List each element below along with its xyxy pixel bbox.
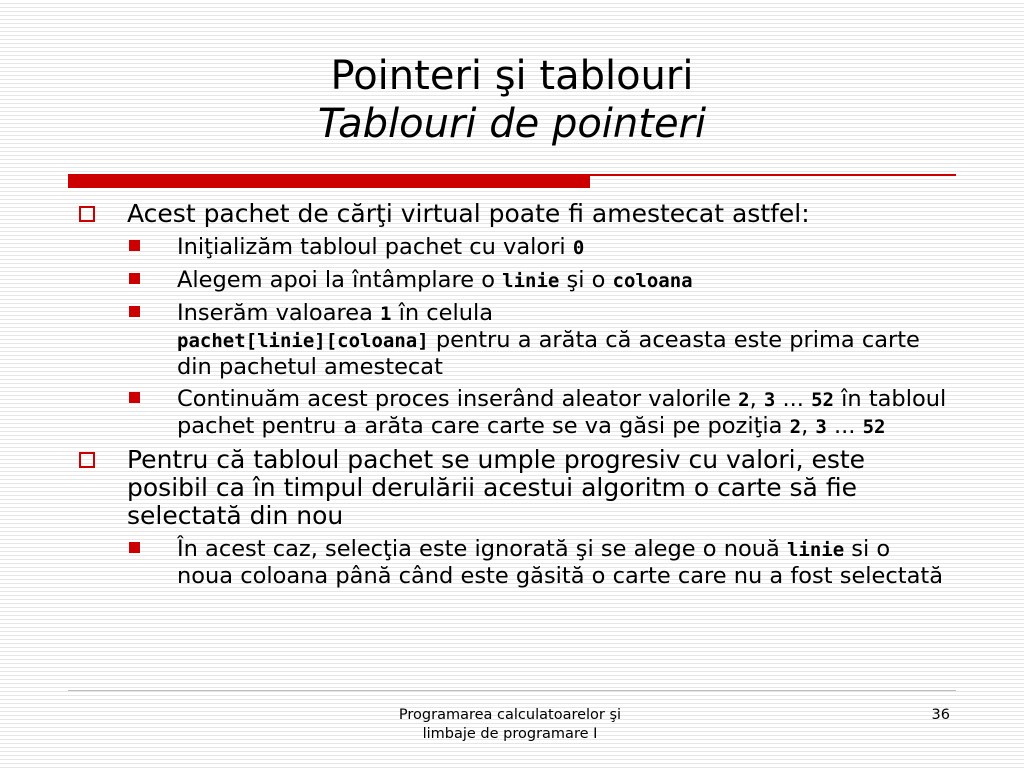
bullet-level2-1 (76, 234, 956, 261)
title-underline-thick (68, 174, 590, 188)
bullet-level2-4 (76, 386, 956, 440)
bullet-text: Continuăm acest proces inserând aleator valorile 2, 3 ... 52 în tabloul pachet pentru a arăta care carte se va găsi pe poziţia 2, 3 ... 52 (177, 386, 947, 439)
footer-line-2: limbaje de programare I (422, 726, 598, 742)
filled-square-bullet-icon (129, 240, 140, 251)
filled-square-bullet-icon (129, 306, 140, 317)
bullet-level2-2 (76, 267, 956, 294)
slide-content (76, 200, 956, 595)
filled-square-bullet-icon (129, 273, 140, 284)
slide-title (0, 52, 1024, 148)
bullet-text: Iniţializăm tabloul pachet cu valori 0 (177, 234, 585, 260)
title-line-2: Tablouri de pointeri (317, 101, 707, 147)
title-underline-thin (590, 174, 956, 176)
hollow-square-bullet-icon (79, 452, 95, 468)
title-line-1: Pointeri şi tablouri (330, 53, 694, 99)
bullet-text: Inserăm valoarea 1 în celula pachet[linie][coloana] pentru a arăta că aceasta este prima carte din pachetul amestecat (177, 300, 920, 380)
bullet-level2-5 (76, 536, 956, 589)
filled-square-bullet-icon (129, 392, 140, 403)
footer-course-title (340, 706, 680, 744)
footer-divider (68, 690, 956, 691)
footer-line-1: Programarea calculatoarelor şi (398, 707, 622, 723)
bullet-text: În acest caz, selecţia este ignorată şi se alege o nouă linie si o noua coloana până când este găsită o carte care nu a fost selectată (177, 536, 943, 589)
bullet-text: Pentru că tabloul pachet se umple progresiv cu valori, este posibil ca în timpul derulării acestui algoritm o carte să fie selectată din nou (127, 445, 866, 530)
page-number: 36 (931, 707, 950, 723)
filled-square-bullet-icon (129, 542, 140, 553)
bullet-level1-1 (76, 200, 956, 228)
bullet-level2-3 (76, 300, 956, 380)
hollow-square-bullet-icon (79, 206, 95, 222)
bullet-level1-2 (76, 446, 956, 530)
bullet-text: Alegem apoi la întâmplare o linie şi o coloana (177, 267, 693, 293)
bullet-text: Acest pachet de cărţi virtual poate fi amestecat astfel: (127, 199, 810, 228)
